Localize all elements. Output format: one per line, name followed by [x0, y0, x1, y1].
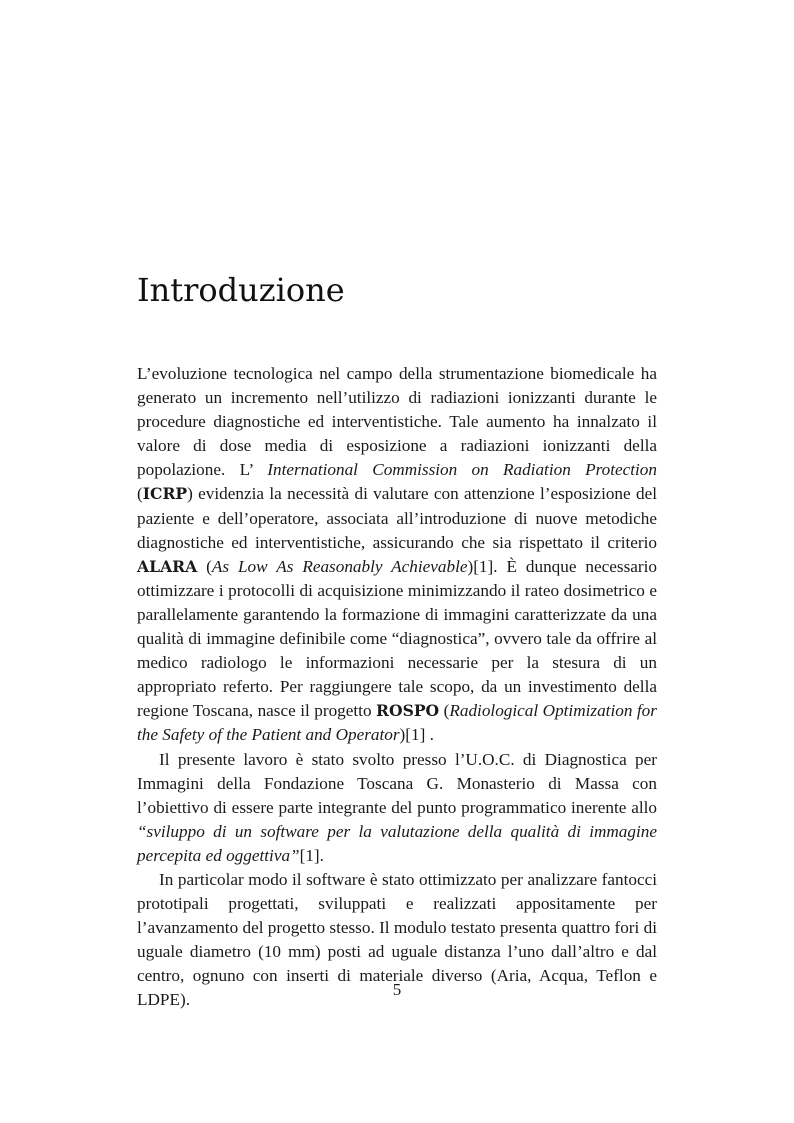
page-number: 5: [392, 980, 402, 999]
icrp-full-name: International Commission on Radiation Protection: [267, 460, 657, 480]
icrp-acronym: ICRP: [142, 484, 188, 504]
program-quote: “sviluppo di un software per la valutazione della qualità di immagine percepita ed oggettiva”: [137, 821, 657, 865]
p2-text-1: Il presente lavoro è stato svolto presso l’U.O.C. di Diagnostica per Immagini della Fondazione Toscana G. Monasterio di Massa con l’obiettivo di essere parte integrante del punto programmatico inerente allo: [137, 749, 657, 817]
p1-text-7: )[1] .: [399, 725, 434, 745]
p1-text-2: (: [137, 484, 143, 504]
rospo-acronym: ROSPO: [376, 701, 440, 721]
p2-text-2: [1].: [299, 845, 324, 865]
paragraph-1: [137, 362, 657, 748]
alara-acronym: ALARA: [137, 556, 198, 576]
chapter-title: Introduzione: [137, 271, 345, 309]
p1-text-1: L’evoluzione tecnologica nel campo della strumentazione biomedicale ha generato un incremento nell’utilizzo di radiazioni ionizzanti durante le procedure diagnostiche ed interventistiche. Tale aumento ha innalzato il valore di dose media di esposizione a radiazioni ionizzanti della popolazione. L’: [137, 364, 657, 480]
rospo-full-name: Radiological Optimization for the Safety of the Patient and Operator: [137, 701, 657, 745]
body-text: [137, 362, 657, 1013]
paragraph-2: [137, 748, 657, 868]
paragraph-3: In particolar modo il software è stato ottimizzato per analizzare fantocci prototipali progettati, sviluppati e realizzati appositamente per l’avanzamento del progetto stesso. Il modulo testato presenta quattro fori di uguale diametro (10 mm) posti ad uguale distanza l’uno dall’altro e dal centro, ognuno con inserti di materiale diverso (Aria, Acqua, Teflon e LDPE).: [137, 869, 657, 1010]
p1-text-5: )[1]. È dunque necessario ottimizzare i protocolli di acquisizione minimizzando il rateo dosimetrico e parallelamente garantendo la formazione di immagini caratterizzate da una qualità di immagine definibile come “diagnostica”, ovvero tale da offrire al medico radiologo le informazioni necessarie per la stesura di un appropriato referto. Per raggiungere tale scopo, da un investimento della regione Toscana, nasce il progetto: [137, 556, 657, 721]
p1-text-4: (: [197, 556, 212, 576]
alara-full-name: As Low As Reasonably Achievable: [211, 556, 468, 576]
p1-text-3: ) evidenzia la necessità di valutare con attenzione l’esposizione del paziente e dell’operatore, associata all’introduzione di nuove metodiche diagnostiche ed interventistiche, assicurando che sia rispettato il criterio: [137, 484, 657, 552]
p1-text-6: (: [439, 701, 450, 721]
